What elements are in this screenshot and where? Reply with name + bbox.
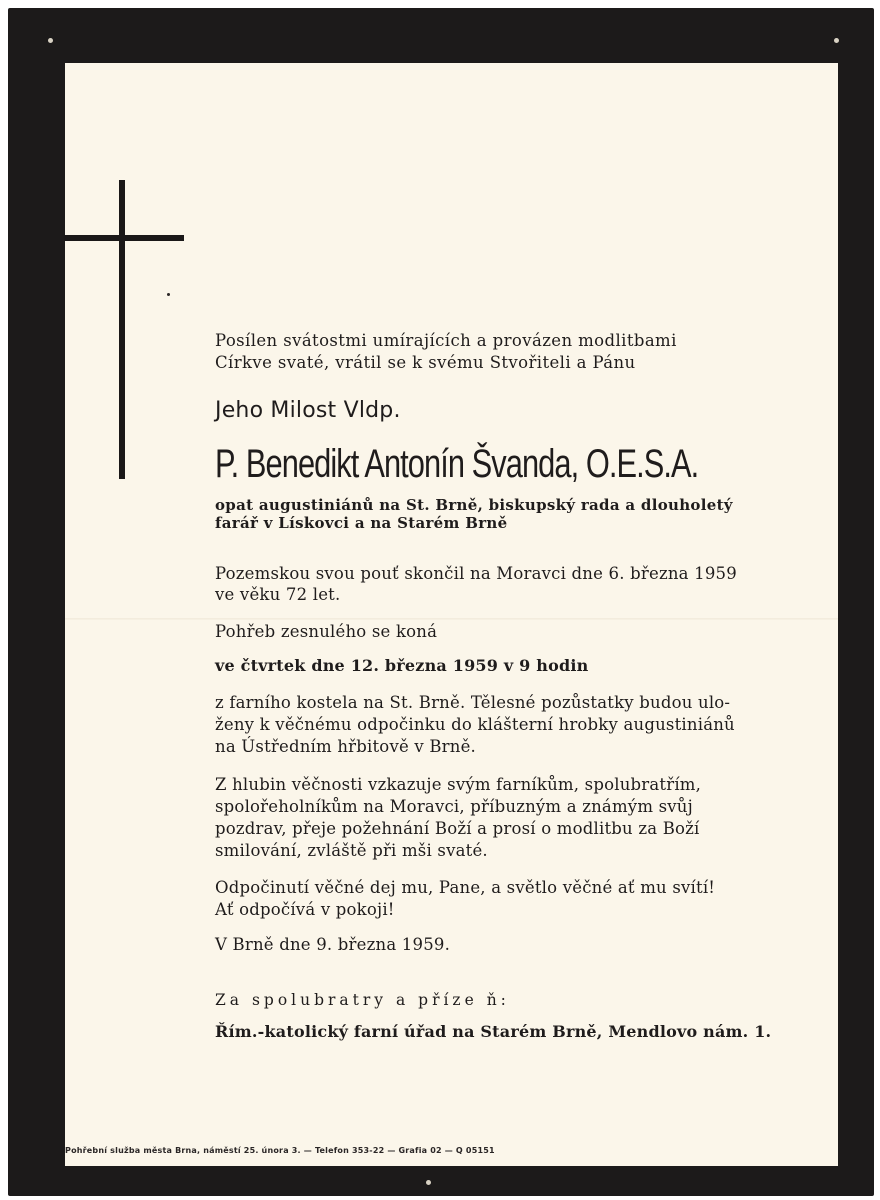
funeral-date: ve čtvrtek dne 12. března 1959 v 9 hodin — [215, 656, 589, 675]
pin-hole-bottom — [426, 1180, 431, 1185]
pin-hole-top-left — [48, 38, 53, 43]
burial-line-1: z farního kostela na St. Brně. Tělesné pozůstatky budou ulo- — [215, 693, 731, 712]
deceased-name: P. Benedikt Antonín Švanda, O.E.S.A. — [215, 442, 699, 486]
prayer-line-2: Ať odpočívá v pokoji! — [215, 900, 395, 919]
prayer-line-1: Odpočinutí věčné dej mu, Pane, a světlo věčné ať mu svítí! — [215, 878, 716, 897]
funeral-intro: Pohřeb zesnulého se koná — [215, 622, 438, 641]
title-line-2: farář v Lískovci a na Starém Brně — [215, 514, 508, 532]
burial-line-2: ženy k věčnému odpočinku do klášterní hrobky augustiniánů — [215, 715, 735, 734]
latin-cross-icon — [119, 180, 125, 479]
ink-speck — [167, 293, 170, 296]
place-date: V Brně dne 9. března 1959. — [215, 935, 451, 954]
greeting-line-3: pozdrav, přeje požehnání Boží a prosí o modlitbu za Boží — [215, 819, 700, 838]
latin-cross-icon-bar — [64, 235, 184, 241]
honorific: Jeho Milost Vldp. — [215, 398, 401, 423]
greeting-line-1: Z hlubin věčnosti vzkazuje svým farníkům, spolubratřím, — [215, 775, 702, 794]
intro-line-2: Církve svaté, vrátil se k svému Stvořiteli a Pánu — [215, 353, 636, 372]
burial-line-3: na Ústředním hřbitově v Brně. — [215, 737, 476, 756]
death-line-1: Pozemskou svou pouť skončil na Moravci dne 6. března 1959 — [215, 564, 737, 583]
title-line-1: opat augustiniánů na St. Brně, biskupský rada a dlouholetý — [215, 496, 733, 514]
intro-line-1: Posílen svátostmi umírajících a provázen modlitbami — [215, 331, 677, 350]
signatory: Řím.-katolický farní úřad na Starém Brně, Mendlovo nám. 1. — [215, 1022, 772, 1041]
paper-fold-line — [65, 618, 838, 620]
mourning-border — [8, 8, 874, 1196]
pin-hole-top-right — [834, 38, 839, 43]
greeting-line-4: smilování, zvláště při mši svaté. — [215, 841, 488, 860]
greeting-line-2: spolořeholníkům na Moravci, příbuzným a známým svůj — [215, 797, 693, 816]
printer-imprint: Pohřební služba města Brna, náměstí 25. února 3. — Telefon 353-22 — Grafia 02 — Q 05151 — [65, 1146, 495, 1155]
death-line-2: ve věku 72 let. — [215, 585, 341, 604]
signatory-intro: Za spolubratry a příze ň: — [215, 991, 510, 1009]
